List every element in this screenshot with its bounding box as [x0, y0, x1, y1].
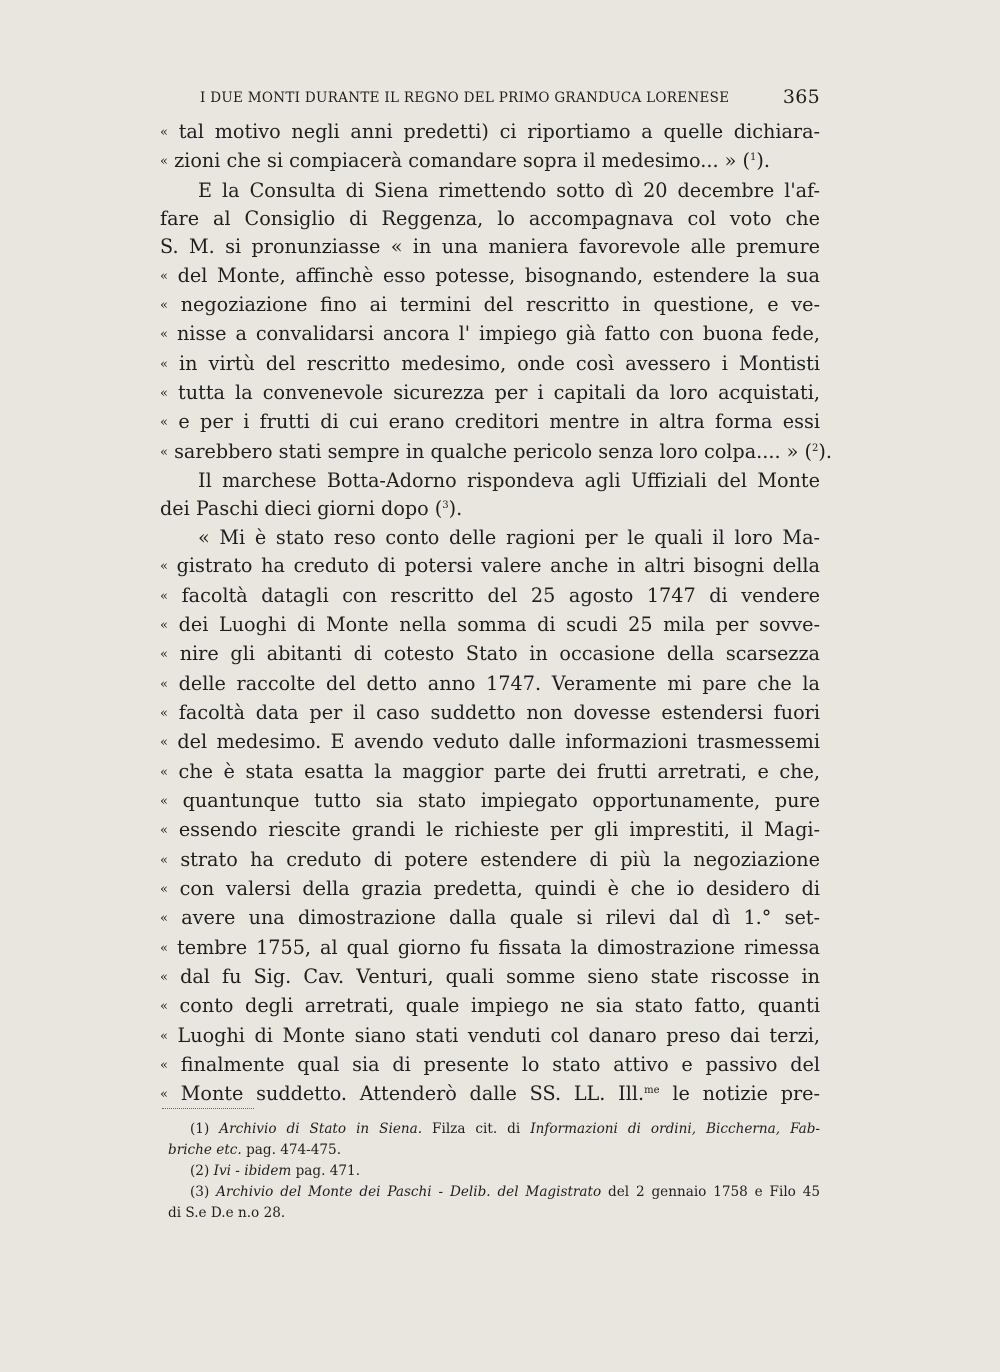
- text-line: « dei Luoghi di Monte nella somma di scudi 25 mila per sovve-: [160, 612, 820, 636]
- text-line: « tal motivo negli anni predetti) ci riportiamo a quelle dichiara-: [160, 120, 821, 143]
- text-line: « tembre 1755, al qual giorno fu fissata la dimostrazione rimessa: [160, 935, 820, 959]
- text-line: « finalmente qual sia di presente lo stato attivo e passivo del: [160, 1053, 820, 1076]
- text-line: « zioni che si compiacerà comandare sopra il medesimo... » ($^1$).: [160, 149, 770, 173]
- text-line: « e per i frutti di cui erano creditori mentre in altra forma essi: [160, 410, 820, 434]
- text-line: « nire gli abitanti di cotesto Stato in occasione della scarsezza: [160, 642, 820, 666]
- footnotes: [168, 1119, 820, 1224]
- footnote-3: (3) Archivio del Monte dei Paschi - Delib. del Magistrato del 2 gennaio 1758 e Filo 45 di S.e D.e n.o 28.: [168, 1184, 821, 1221]
- text-line: dei Paschi dieci giorni dopo ($^3$).: [160, 497, 463, 521]
- text-line: « del Monte, affinchè esso potesse, bisognando, estendere la sua: [160, 263, 820, 287]
- text-line: « avere una dimostrazione dalla quale si rilevi dal dì 1.° set-: [160, 906, 820, 930]
- page-number: 365: [782, 86, 820, 108]
- footnote-2: (2) Ivi - ibidem pag. 471.: [190, 1163, 361, 1179]
- footnote-1: (1) Archivio di Stato in Siena. Filza cit. di Informazioni di ordini, Biccherna, Fab- briche etc. pag. 474-475.: [168, 1121, 820, 1158]
- footnote-separator: [162, 1108, 254, 1109]
- text-line: « nisse a convalidarsi ancora l' impiego già fatto con buona fede,: [160, 322, 821, 346]
- text-line: « Mi è stato reso conto delle ragioni per le quali il loro Ma-: [198, 525, 820, 549]
- running-title: I DUE MONTI DURANTE IL REGNO DEL PRIMO GRANDUCA LORENESE: [200, 90, 730, 106]
- text-line: « delle raccolte del detto anno 1747. Veramente mi pare che la: [160, 671, 820, 695]
- text-line: « negoziazione fino ai termini del rescritto in questione, e ve-: [160, 293, 820, 317]
- text-line: Il marchese Botta-Adorno rispondeva agli Uffiziali del Monte: [198, 469, 820, 493]
- text-line: « del medesimo. E avendo veduto dalle informazioni trasmessemi: [160, 730, 820, 754]
- text-line: « Luoghi di Monte siano stati venduti col danaro preso dai terzi,: [160, 1023, 820, 1047]
- text-line: « tutta la convenevole sicurezza per i capitali da loro acquistati,: [160, 381, 820, 405]
- text-line: « essendo riescite grandi le richieste per gli imprestiti, il Magi-: [160, 818, 820, 842]
- text-line: fare al Consiglio di Reggenza, lo accompagnava col voto che: [160, 207, 820, 231]
- text-line: « quantunque tutto sia stato impiegato opportunamente, pure: [160, 788, 820, 812]
- main-text: [160, 118, 832, 1110]
- text-line: « Monte suddetto. Attenderò dalle SS. LL. Ill.$^{me}$ le notizie pre-: [160, 1082, 820, 1106]
- text-line: « in virtù del rescritto medesimo, onde così avessero i Montisti: [160, 351, 821, 375]
- text-line: « conto degli arretrati, quale impiego ne sia stato fatto, quanti: [160, 994, 820, 1018]
- text-line: « strato ha creduto di potere estendere di più la negoziazione: [160, 847, 820, 871]
- text-line: « che è stata esatta la maggior parte dei frutti arretrati, e che,: [160, 759, 820, 783]
- text-line: « con valersi della grazia predetta, quindi è che io desidero di: [160, 876, 820, 900]
- text-line: « facoltà datagli con rescritto del 25 agosto 1747 di vendere: [160, 583, 820, 607]
- text-line: « gistrato ha creduto di potersi valere anche in altri bisogni della: [160, 554, 820, 578]
- text-line: « dal fu Sig. Cav. Venturi, quali somme sieno state riscosse in: [160, 964, 820, 988]
- text-line: E la Consulta di Siena rimettendo sotto dì 20 decembre l'af-: [198, 178, 820, 202]
- text-line: « sarebbero stati sempre in qualche pericolo senza loro colpa.... » ($^2$).: [160, 439, 832, 463]
- running-header: [200, 86, 820, 108]
- text-line: « facoltà data per il caso suddetto non dovesse estendersi fuori: [160, 700, 820, 724]
- text-line: S. M. si pronunziasse « in una maniera favorevole alle premure: [160, 235, 820, 259]
